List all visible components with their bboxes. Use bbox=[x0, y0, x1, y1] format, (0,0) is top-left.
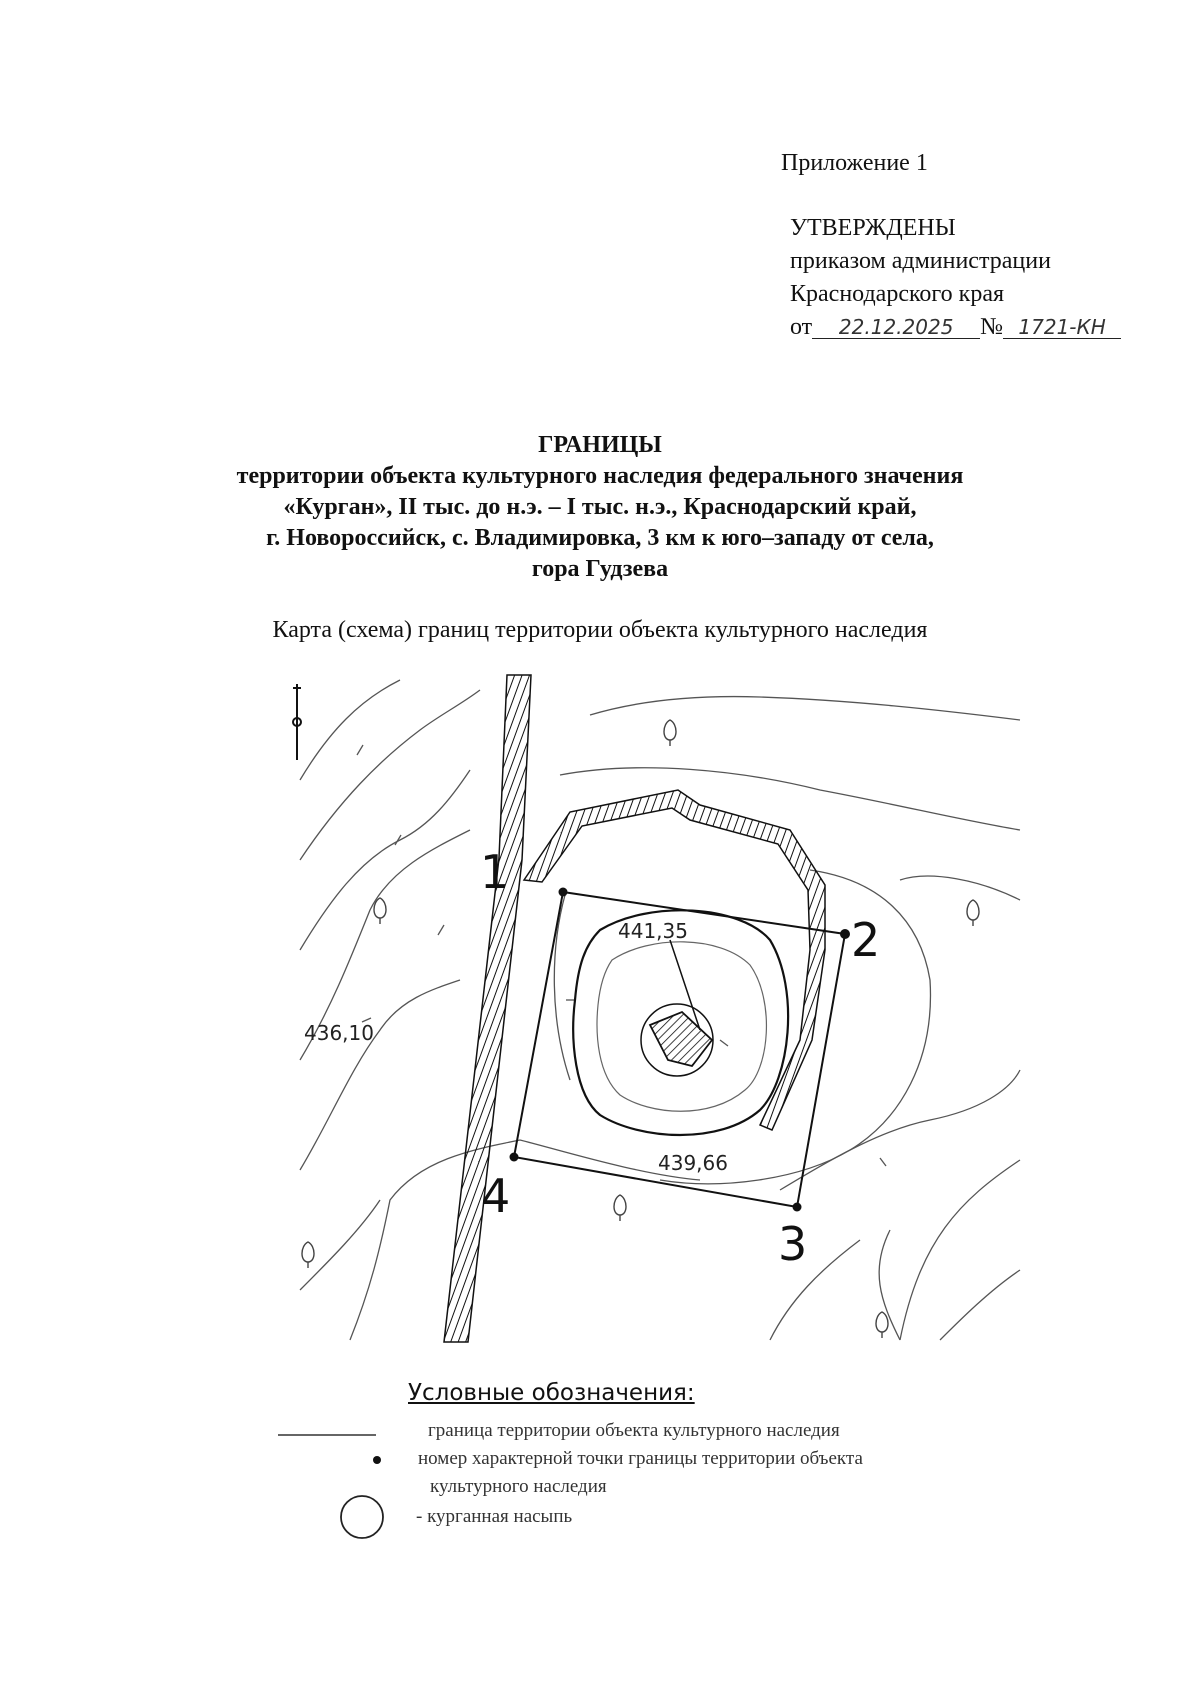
point-label-2: 2 bbox=[851, 913, 881, 967]
map-caption: Карта (схема) границ территории объекта культурного наследия bbox=[272, 617, 928, 643]
handwritten-number: 1721-КН bbox=[1003, 316, 1121, 339]
tree-icon bbox=[967, 900, 979, 926]
boundary-point-2 bbox=[840, 929, 850, 939]
title-line-5: гора Гудзева bbox=[531, 556, 669, 582]
point-label-4: 4 bbox=[481, 1169, 511, 1223]
north-arrow-icon bbox=[293, 684, 301, 760]
legend-item-point: номер характерной точки границы территории объекта bbox=[418, 1448, 863, 1469]
contour-lines bbox=[300, 680, 1020, 1340]
tree-icon bbox=[302, 1242, 314, 1268]
title-line-3: «Курган», II тыс. до н.э. – I тыс. н.э., Краснодарский край, bbox=[283, 494, 917, 520]
point-label-3: 3 bbox=[778, 1217, 808, 1271]
legend-mound-symbol bbox=[341, 1496, 383, 1538]
approved-heading: УТВЕРЖДЕНЫ bbox=[790, 215, 956, 241]
legend-item-mound: - курганная насыпь bbox=[416, 1506, 573, 1527]
legend-item-boundary: граница территории объекта культурного наследия bbox=[428, 1420, 840, 1441]
date-prefix: от bbox=[790, 314, 813, 340]
legend-title: Условные обозначения: bbox=[408, 1380, 695, 1406]
title-line-1: ГРАНИЦЫ bbox=[538, 432, 662, 458]
tree-icon bbox=[614, 1195, 626, 1221]
handwritten-date: 22.12.2025 bbox=[812, 316, 980, 339]
number-prefix: № bbox=[980, 314, 1004, 340]
title-line-4: г. Новороссийск, с. Владимировка, 3 км к юго–западу от села, bbox=[266, 525, 934, 551]
boundary-point-3 bbox=[793, 1203, 802, 1212]
elevation-west: 436,10 bbox=[304, 1021, 374, 1045]
tree-icon bbox=[664, 720, 676, 746]
appendix-label: Приложение 1 bbox=[781, 150, 928, 176]
road bbox=[444, 675, 531, 1342]
tree-icon bbox=[876, 1312, 888, 1338]
mound-pit bbox=[650, 1012, 712, 1066]
tree-icon bbox=[374, 898, 386, 924]
legend-item-point-cont: культурного наследия bbox=[430, 1476, 607, 1497]
legend-point-symbol bbox=[373, 1456, 381, 1464]
approved-by-line1: приказом администрации bbox=[790, 248, 1051, 274]
boundary-point-1 bbox=[559, 888, 568, 897]
elevation-summit: 441,35 bbox=[618, 919, 688, 943]
elevation-south: 439,66 bbox=[658, 1151, 728, 1175]
boundary-point-4 bbox=[510, 1153, 519, 1162]
point-label-1: 1 bbox=[480, 845, 510, 899]
title-line-2: территории объекта культурного наследия федерального значения bbox=[236, 463, 964, 489]
approved-by-line2: Краснодарского края bbox=[790, 281, 1005, 307]
